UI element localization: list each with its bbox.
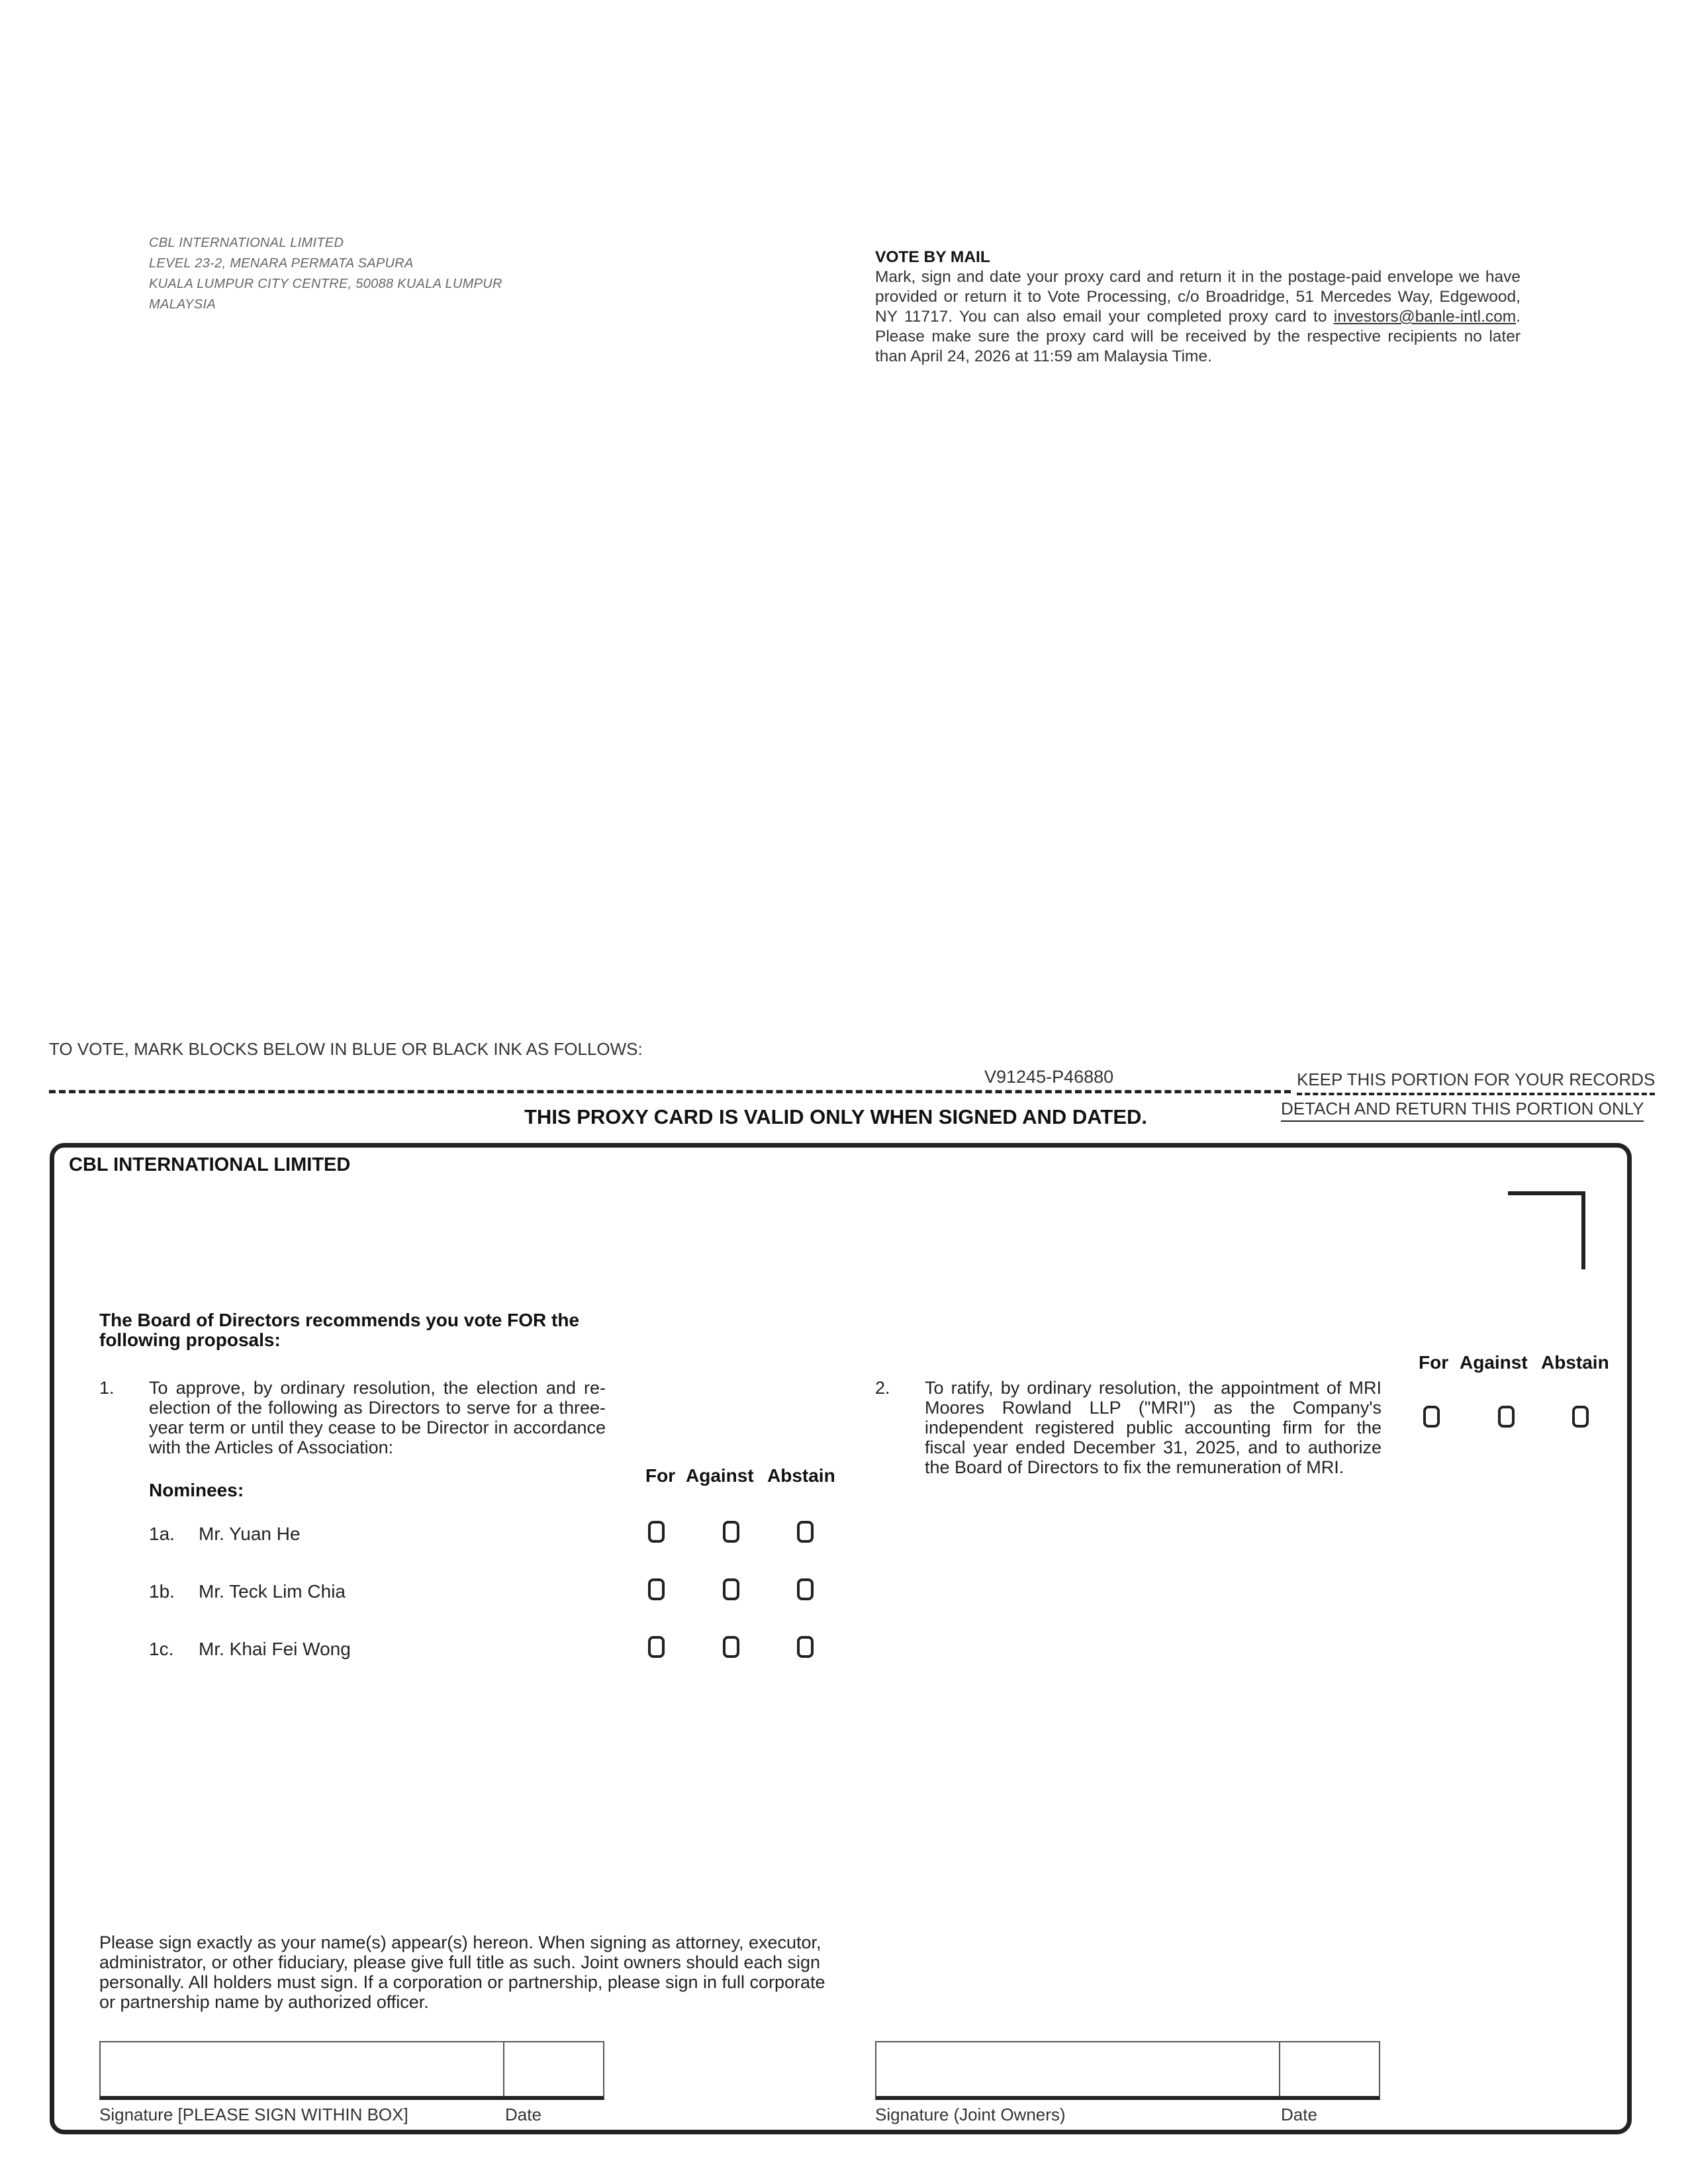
date-label: Date [505, 2105, 541, 2124]
voting-instructions: TO VOTE, MARK BLOCKS BELOW IN BLUE OR BLACK INK AS FOLLOWS: [49, 1039, 643, 1059]
vote-abstain-checkbox-2[interactable] [1572, 1406, 1589, 1428]
board-recommendation: The Board of Directors recommends you vote FOR the following proposals: [99, 1310, 580, 1350]
nominee-id: 1b. [149, 1581, 175, 1602]
vote-by-mail-text-part: Mark, sign and date your proxy card and return it in the postage-paid envelope we have provided or return it to Vote Processing, c/o Broadridge, 51 Mercedes Way, Edgewood, NY 11717. You can also email your completed proxy card to [875, 268, 1521, 326]
signature-field[interactable] [101, 2042, 504, 2096]
keep-portion-label: KEEP THIS PORTION FOR YOUR RECORDS [1297, 1069, 1655, 1095]
vote-for-checkbox-2[interactable] [1423, 1406, 1440, 1428]
vote-by-mail-title: VOTE BY MAIL [875, 248, 990, 266]
contact-email-link[interactable]: investors@banle-intl.com [1333, 308, 1517, 326]
nominee-name: Mr. Teck Lim Chia [199, 1581, 346, 1602]
vote-against-checkbox-2[interactable] [1498, 1406, 1515, 1428]
signature-label-primary: Signature [PLEASE SIGN WITHIN BOX] [99, 2105, 408, 2124]
vote-abstain-checkbox-1c[interactable] [797, 1636, 814, 1658]
proposal-1-text: To approve, by ordinary resolution, the election and re-election of the following as Directors to serve for a three-year term or until they cease to be Director in accordance with the Articles of Association: [149, 1378, 606, 1457]
nominee-name: Mr. Khai Fei Wong [199, 1639, 351, 1659]
vote-for-checkbox-1a[interactable] [648, 1521, 665, 1543]
column-header-abstain: Abstain [767, 1465, 835, 1486]
signature-label-joint: Signature (Joint Owners) [875, 2105, 1066, 2124]
nominee-id: 1a. [149, 1524, 175, 1544]
proposal-2-text: To ratify, by ordinary resolution, the appointment of MRI Moores Rowland LLP ("MRI") as the Company's independent registered public accounting firm for the fiscal year ended December 31, 2025, and to authorize the Board of Directors to fix the remuneration of MRI. [925, 1378, 1382, 1477]
return-address-line: KUALA LUMPUR CITY CENTRE, 50088 KUALA LUMPUR [149, 277, 502, 291]
control-code: V91245-P46880 [984, 1067, 1114, 1087]
date-field[interactable] [504, 2042, 603, 2096]
vote-for-checkbox-1b[interactable] [648, 1578, 665, 1600]
column-header-against: Against [686, 1465, 754, 1486]
nominee-name: Mr. Yuan He [199, 1524, 301, 1544]
proposal-2-number: 2. [875, 1378, 890, 1398]
column-header-against: Against [1460, 1352, 1528, 1373]
vote-by-mail-section [875, 248, 1521, 367]
column-header-abstain: Abstain [1541, 1352, 1609, 1373]
vote-against-checkbox-1c[interactable] [723, 1636, 739, 1658]
vote-against-checkbox-1b[interactable] [723, 1578, 739, 1600]
vote-by-mail-text [875, 267, 1521, 367]
nominees-label: Nominees: [149, 1480, 244, 1500]
card-company-name: CBL INTERNATIONAL LIMITED [69, 1154, 351, 1175]
return-address [149, 233, 502, 315]
signature-box-primary [99, 2041, 604, 2100]
vote-against-checkbox-1a[interactable] [723, 1521, 739, 1543]
vote-abstain-checkbox-1b[interactable] [797, 1578, 814, 1600]
date-label: Date [1281, 2105, 1317, 2124]
return-address-line: MALAYSIA [149, 297, 216, 312]
return-address-line: LEVEL 23-2, MENARA PERMATA SAPURA [149, 256, 414, 271]
joint-signature-field[interactable] [876, 2042, 1280, 2096]
detach-dashed-line [49, 1090, 1291, 1093]
detach-portion-label: DETACH AND RETURN THIS PORTION ONLY [1281, 1099, 1644, 1122]
nominee-id: 1c. [149, 1639, 174, 1659]
proposal-1-number: 1. [99, 1378, 115, 1398]
signing-instructions: Please sign exactly as your name(s) appear(s) hereon. When signing as attorney, executor, administrator, or other fiduciary, please give full title as such. Joint owners should each sign personally. All holders must sign. If a corporation or partnership, please sign in full corporate or partnership name by authorized officer. [99, 1933, 825, 2012]
vote-by-mail-text-part: . Please make sure the proxy card will be received by the respective recipients no later than April 24, 2026 at 11:59 am Malaysia Time. [875, 308, 1521, 365]
registration-corner-mark [1508, 1191, 1585, 1269]
vote-for-checkbox-1c[interactable] [648, 1636, 665, 1658]
return-address-line: CBL INTERNATIONAL LIMITED [149, 236, 344, 250]
signature-box-joint [875, 2041, 1380, 2100]
joint-date-field[interactable] [1280, 2042, 1379, 2096]
vote-abstain-checkbox-1a[interactable] [797, 1521, 814, 1543]
column-header-for: For [1419, 1352, 1449, 1373]
column-header-for: For [645, 1465, 676, 1486]
valid-notice: THIS PROXY CARD IS VALID ONLY WHEN SIGNED AND DATED. [524, 1105, 1148, 1128]
